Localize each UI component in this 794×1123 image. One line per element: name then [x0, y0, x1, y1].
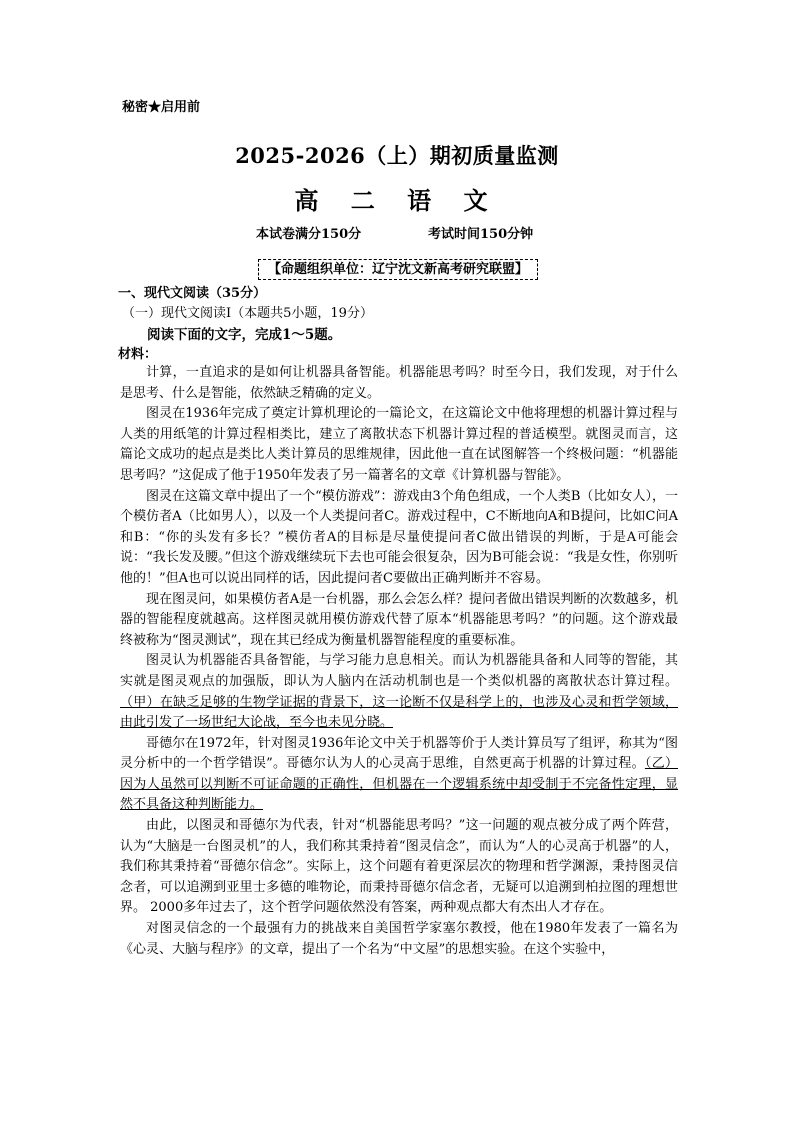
paragraph: 由此，以图灵和哥德尔为代表，针对“机器能思考吗？”这一问题的观点被分成了两个阵营，认为“大脑是一台图灵机”的人，我们称其秉持着“图灵信念”，而认为“人的心灵高于机器”的人，我们称其秉持着“哥德尔信念”。实际上，这个问题有着更深层次的物理和哲学渊源，秉持图灵信念者，可以追溯到亚里士多德的唯物论，而秉持哥德尔信念者，无疑可以追溯到柏拉图的理想世界。 2000多年过去了，这个哲学问题依然没有答案，两种观点都大有杰出人才存在。: [120, 818, 678, 916]
paragraph: [120, 651, 678, 733]
paragraph-text: 图灵认为机器能否具备智能，与学习能力息息相关。而认为机器能具备和人同等的智能，其实就是图灵观点的加强版，即认为人脑内在活动机制也是一个类似机器的离散状态计算过程。: [120, 653, 678, 689]
underlined-sentence-jia: （甲）在缺乏足够的生物学证据的背景下，这一论断不仅是科学上的，也涉及心灵和哲学领域，由此引发了一场世纪大论战，至今也未见分晓。: [120, 694, 678, 731]
reading-instruction: 阅读下面的文字，完成1～5题。: [147, 327, 342, 343]
passage-body: [120, 363, 678, 960]
paragraph: 图灵在1936年完成了奠定计算机理论的一篇论文，在这篇论文中他将理想的机器计算过程与人类的用纸笔的计算过程相类比，建立了离散状态下机器计算过程的普适模型。就图灵而言，这篇论文成功的起点是类比人类计算员的思维规律，因此他一直在试图解答一个终极问题：“机器能思考吗？”这促成了他于1950年发表了另一篇著名的文章《计算机器与智能》。: [120, 406, 678, 483]
exam-title: 2025-2026（上）期初质量监测: [235, 143, 559, 168]
paragraph: [120, 734, 678, 816]
paragraph: 对图灵信念的一个最强有力的挑战来自美国哲学家塞尔教授，他在1980年发表了一篇名为《心灵、大脑与程序》的文章，提出了一个名为“中文屋”的思想实验。在这个实验中，: [120, 921, 678, 957]
organizer-box: 【命题组织单位：辽宁沈文新高考研究联盟】: [258, 259, 538, 280]
underlined-sentence-yi: （乙）因为人虽然可以判断不可证命题的正确性，但机器在一个逻辑系统中却受制于不完备性定理，显然不具备这种判断能力。: [120, 756, 678, 813]
material-label: 材料：: [118, 347, 158, 362]
exam-subject: 高 二 语 文: [294, 186, 500, 215]
paragraph: 计算，一直追求的是如何让机器具备智能。机器能思考吗？时至今日，我们发现，对于什么是思考、什么是智能，依然缺乏精确的定义。: [120, 365, 678, 401]
paragraph-text: 哥德尔在1972年，针对图灵1936年论文中关于机器等价于人类计算员写了组评，称其为“图灵分析中的一个哲学错误”。哥德尔认为人的心灵高于思维，自然更高于机器的计算过程。: [120, 735, 678, 772]
paragraph: 现在图灵问，如果模仿者A是一台机器，那么会怎么样？提问者做出错误判断的次数越多，机器的智能程度就越高。这样图灵就用模仿游戏代替了原本“机器能思考吗？”的问题。这个游戏最终被称为“图灵测试”，现在其已经成为衡量机器智能程度的重要标准。: [120, 591, 678, 648]
time-info: 考试时间150分钟: [428, 227, 534, 242]
paragraph: 图灵在这篇文章中提出了一个“模仿游戏”：游戏由3个角色组成，一个人类B（比如女人），一个模仿者A（比如男人），以及一个人类提问者C。游戏过程中，C不断地向A和B提问，比如C问A和B：“你的头发有多长？”模仿者A的目标是尽量使提问者C做出错误的判断，于是A可能会说：“我长发及腰。”但这个游戏继续玩下去也可能会很复杂，因为B可能会说：“我是女性，你别听他的！”但A也可以说出同样的话，因此提问者C要做出正确判断并不容易。: [120, 488, 678, 586]
section-heading: 一、现代文阅读（35分）: [118, 286, 267, 301]
subsection-heading: （一）现代文阅读Ⅰ（本题共5小题，19分）: [122, 306, 373, 321]
secret-label: 秘密★启用前: [122, 100, 201, 115]
score-info: 本试卷满分150分: [256, 227, 362, 242]
